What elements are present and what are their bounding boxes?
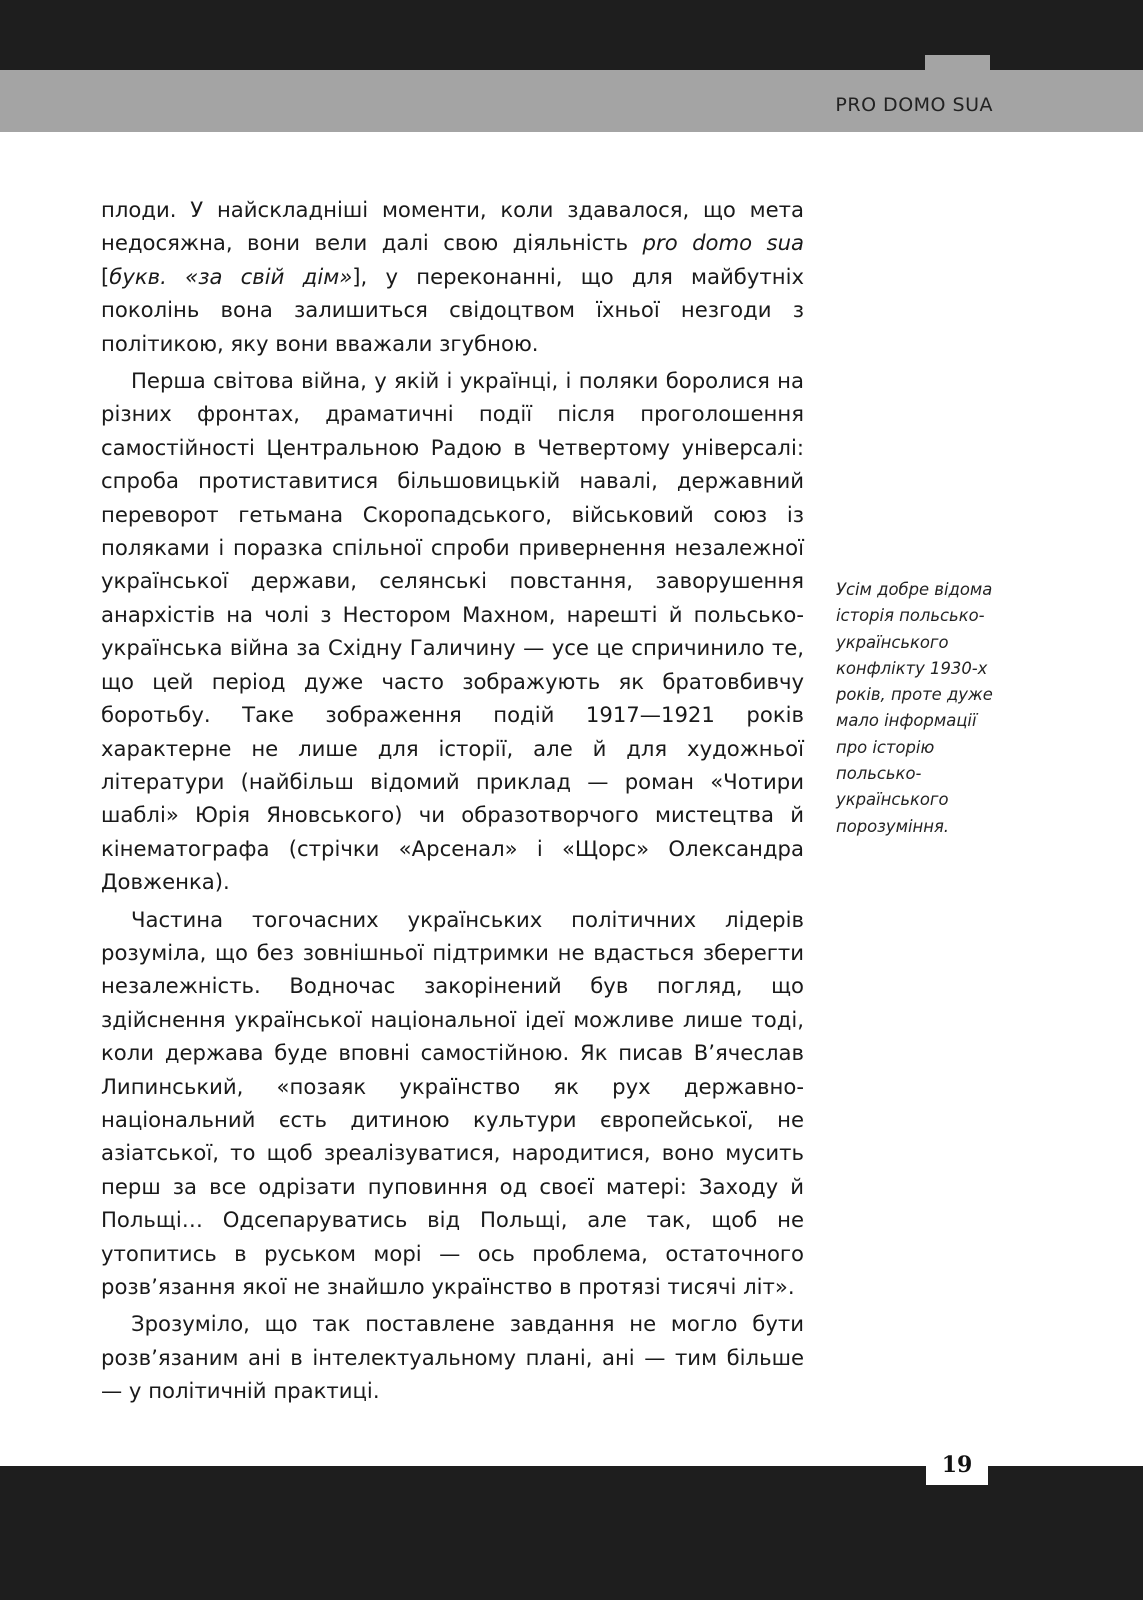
running-head: PRO DOMO SUA xyxy=(835,94,993,116)
margin-note-line: історія польсько- xyxy=(836,606,985,626)
margin-note-line: польсько- xyxy=(836,764,922,784)
paragraph-4: Зрозуміло, що так поставлене завдання не могло бути розв’язаним ані в інтелектуальному плані, ані — тим більше — у політичній практиці. xyxy=(101,1311,804,1404)
margin-note xyxy=(836,577,1011,840)
p1-italic-phrase: pro domo sua xyxy=(642,230,804,256)
paragraph-2: Перша світова війна, у якій і українці, і поляки боролися на різних фронтах, драматичні події після проголошення самостійності Центральною Радою в Четвертому універсалі: спроба протиставитися більшовицькій навалі, державний переворот гетьмана Скоропадського, військовий союз із поляками і поразка спільної спроби привернення незалежної української держави, селянські повстання, заворушення анархістів на чолі з Нестором Махном, нарешті й польсько-українська війна за Східну Галичину — усе це спричинило те, що цей період дуже часто зображують як братовбивчу боротьбу. Таке зображення подій 1917—1921 років характерне не лише для історії, але й для художньої літератури (найбільш відомий приклад — роман «Чотири шаблі» Юрія Яновського) чи образотворчого мистецтва й кінематографа (стрічки «Арсенал» і «Щорс» Олександра Довженка). xyxy=(101,368,804,895)
p1-bracket-open: [ xyxy=(101,263,110,289)
margin-note-line: конфлікту 1930-х xyxy=(836,658,988,678)
margin-note-line: українського xyxy=(836,790,949,810)
page-number: 19 xyxy=(941,1452,973,1478)
paragraph-3: Частина тогочасних українських політичних лідерів розуміла, що без зовнішньої підтримки не вдасться зберегти незалежність. Водночас закорінений був погляд, що здійснення української національної ідеї можливе лише тоді, коли держава буде вповні самостійною. Як писав В’ячеслав Липинський, «позаяк українство як рух державно-національний єсть дитиною культури європейської, не азіатської, то щоб зреалізуватися, народитися, воно мусить перш за все одрізати пуповиння од своєї матері: Заходу й Польщі… Одсепаруватись від Польщі, але так, щоб не утопитись в руськом морі — ось проблема, остаточного розв’язання якої не знайшло українство в протязі тисячі літ». xyxy=(101,906,804,1299)
margin-note-line: порозуміння. xyxy=(836,816,950,836)
page-number-box xyxy=(926,1445,988,1485)
bottom-dark-band xyxy=(0,1466,1143,1600)
margin-note-line: українського xyxy=(836,632,949,652)
margin-note-line: мало інформації xyxy=(836,711,977,731)
margin-note-line: про історію xyxy=(836,737,935,757)
p1-italic-translation: букв. «за свій дім» xyxy=(109,263,353,289)
margin-note-line: Усім добре відома xyxy=(836,580,993,599)
p1-text-b: ], у переконанні, що для майбутніх поколінь вона залишиться свідоцтвом їхньої незгоди з політикою, яку вони вважали згубною. xyxy=(101,263,805,356)
margin-note-line: років, проте дуже xyxy=(836,685,993,705)
p1-text-a: плоди. У найскладніші моменти, коли здавалося, що мета недосяжна, вони вели далі свою діяльність xyxy=(101,197,804,256)
main-text-column xyxy=(101,193,804,1408)
paragraph-1 xyxy=(101,193,804,360)
